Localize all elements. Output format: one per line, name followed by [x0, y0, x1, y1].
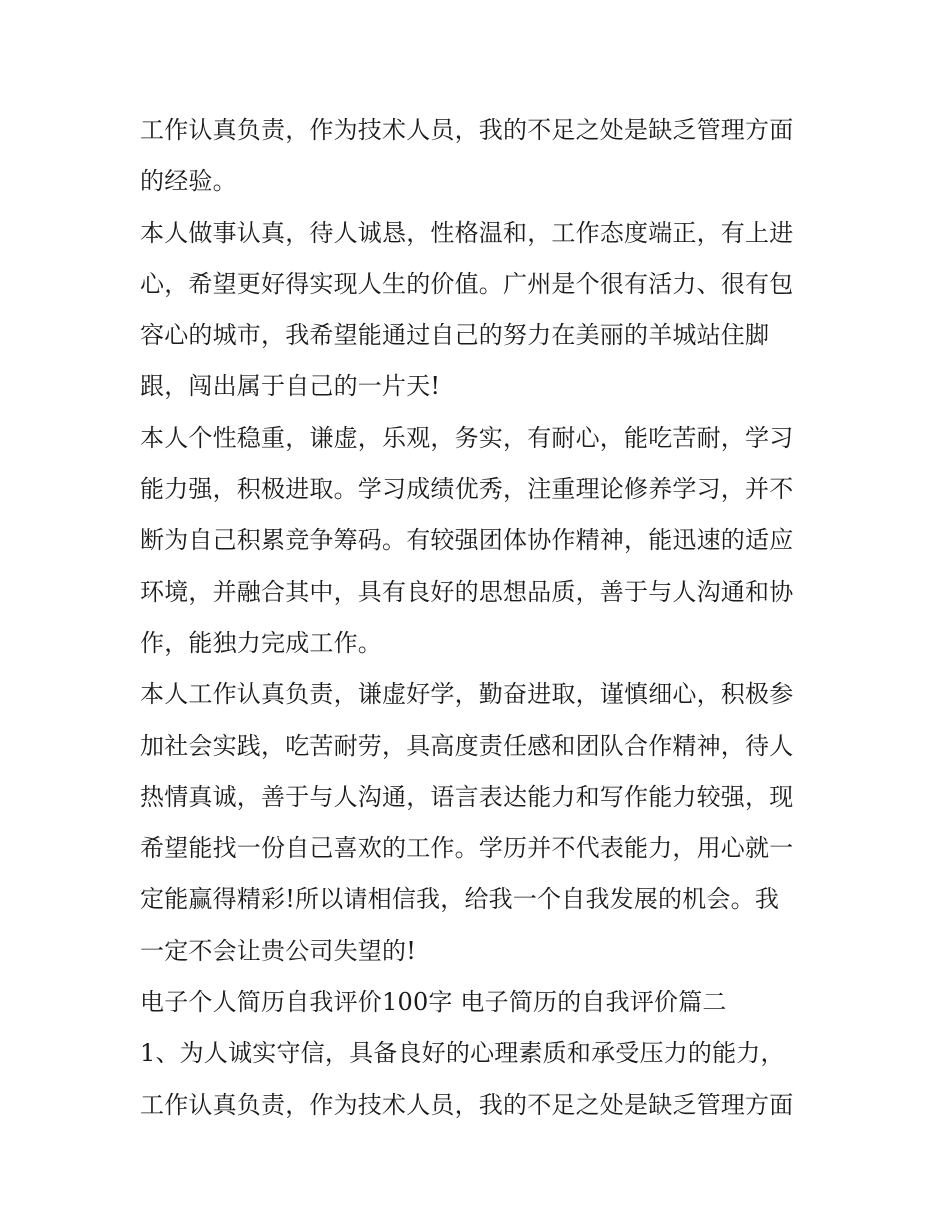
text-line: 本人个性稳重，谦虚，乐观，务实，有耐心，能吃苦耐，学习: [140, 423, 794, 452]
text-line: 本人工作认真负责，谦虚好学，勤奋进取，谨慎细心，积极参: [140, 680, 794, 709]
text-line: 能力强，积极进取。学习成绩优秀，注重理论修养学习，并不: [140, 475, 794, 504]
document-body: [140, 105, 820, 1131]
list-item: 1、为人诚实守信，具备良好的心理素质和承受压力的能力，: [140, 1039, 785, 1068]
text-line: 作，能独力完成工作。: [140, 628, 382, 657]
text-line: 工作认真负责，作为技术人员，我的不足之处是缺乏管理方面: [140, 116, 794, 144]
text-line: 断为自己积累竞争筹码。有较强团体协作精神，能迅速的适应: [140, 526, 794, 555]
text-line: 热情真诚，善于与人沟通，语言表达能力和写作能力较强，现: [140, 782, 794, 811]
section-heading: 电子个人简历自我评价100字 电子简历的自我评价篇二: [140, 988, 727, 1017]
text-line: 环境，并融合其中，具有良好的思想品质，善于与人沟通和协: [140, 577, 794, 606]
text-line: 一定不会让贵公司失望的!: [140, 936, 417, 965]
text-line: 心，希望更好得实现人生的价值。广州是个很有活力、很有包: [140, 269, 794, 298]
text-line: 希望能找一份自己喜欢的工作。学历并不代表能力，用心就一: [140, 834, 794, 863]
text-line: 本人做事认真，待人诚恳，性格温和，工作态度端正，有上进: [140, 218, 794, 247]
text-line: 工作认真负责，作为技术人员，我的不足之处是缺乏管理方面: [140, 1090, 794, 1119]
text-line: 定能赢得精彩!所以请相信我，给我一个自我发展的机会。我: [140, 885, 780, 914]
text-line: 的经验。: [140, 167, 237, 196]
text-line: 容心的城市，我希望能通过自己的努力在美丽的羊城站住脚: [140, 321, 770, 350]
text-line: 加社会实践，吃苦耐劳，具高度责任感和团队合作精神，待人: [140, 731, 794, 760]
text-line: 跟，闯出属于自己的一片天!: [140, 372, 441, 401]
